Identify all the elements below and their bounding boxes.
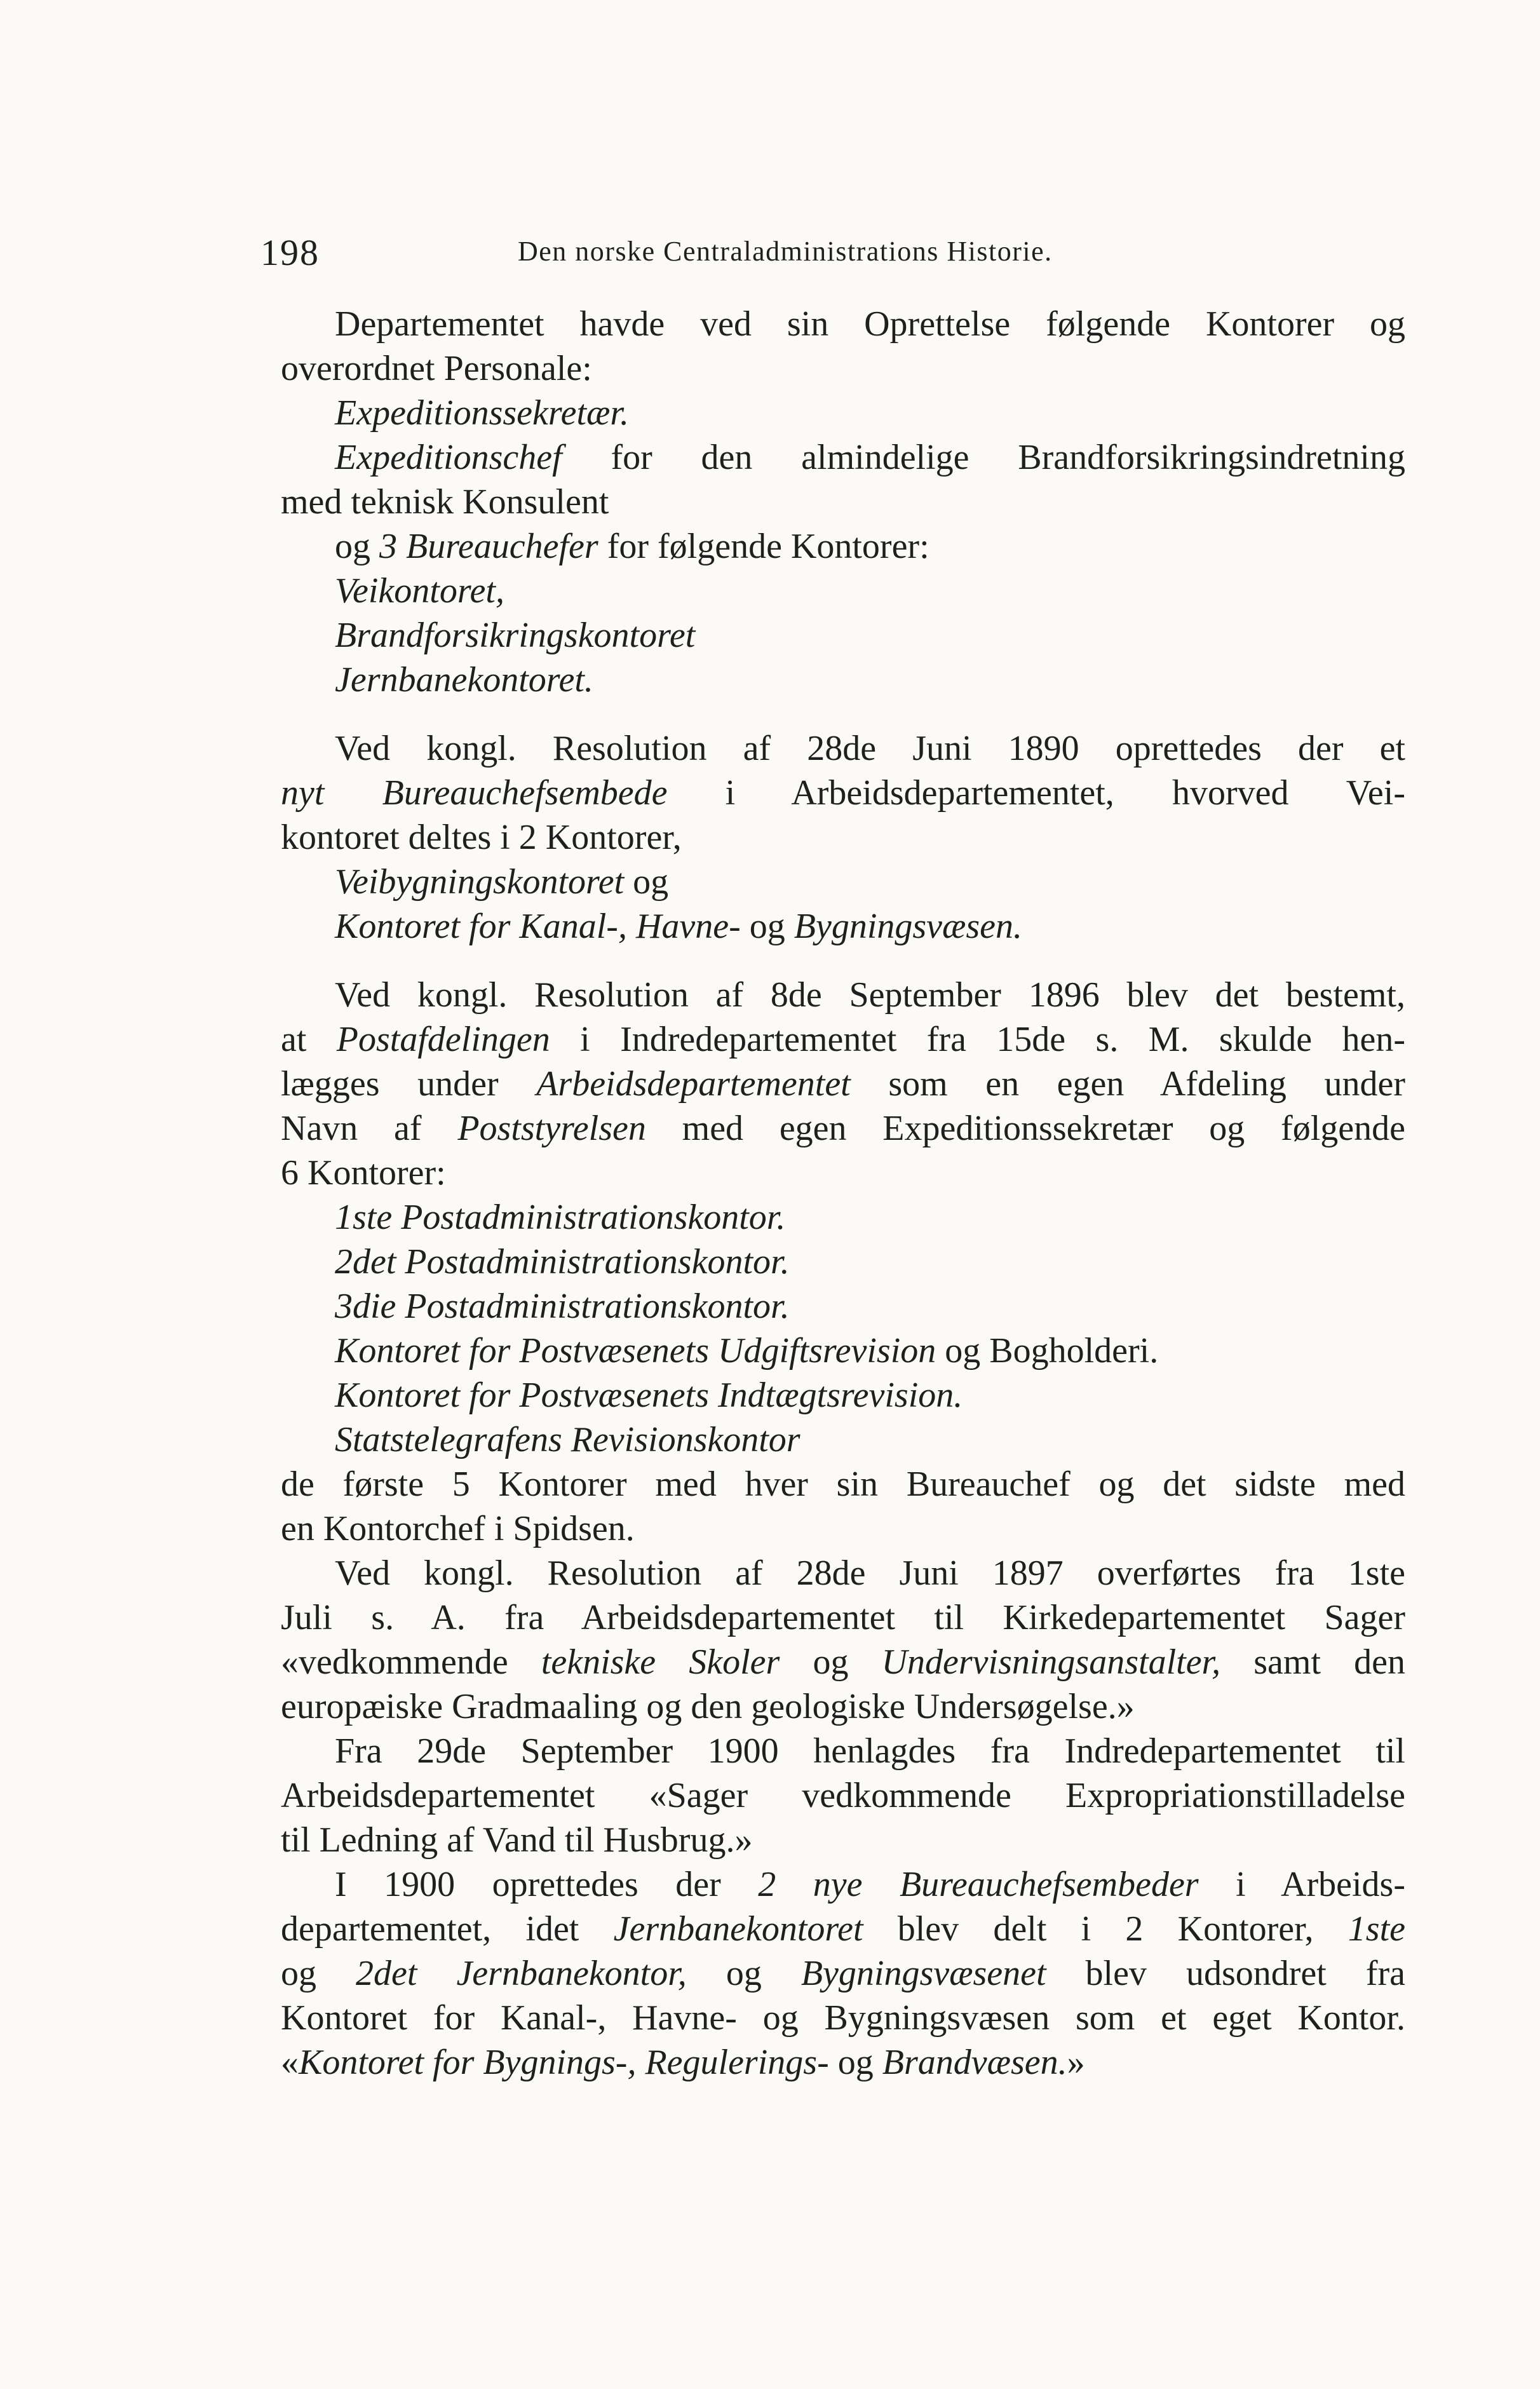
italic-text: nyt Bureauchefsembede (281, 773, 668, 813)
italic-text: 2det Jernbanekontor, (356, 1954, 687, 1993)
italic-text: Postafdelingen (336, 1020, 550, 1059)
text-run: blev udsondret fra (1046, 1954, 1405, 1993)
italic-text: Brandforsikringskontoret (335, 616, 696, 655)
body-text (281, 302, 1405, 2085)
paragraph-line: Departementet havde ved sin Oprettelse følgende Kontorer og (335, 304, 1405, 344)
text-run: i Indredepartementet fra 15de s. M. skulde hen- (550, 1020, 1405, 1059)
text-run: « (281, 2043, 299, 2082)
paragraph-line (281, 1907, 1405, 1951)
italic-text: Kontoret for Kanal-, Havne- (335, 907, 741, 946)
text-run: blev delt i 2 Kontorer, (863, 1909, 1348, 1949)
text-run: og (281, 1954, 356, 1993)
paragraph-line: europæiske Gradmaaling og den geologiske Undersøgelse.» (281, 1687, 1135, 1726)
list-item (281, 1240, 1405, 1284)
paragraph-line: til Ledning af Vand til Husbrug.» (281, 1820, 753, 1860)
italic-text: Jernbanekontoret (613, 1909, 863, 1949)
text-run: og (686, 1954, 801, 1993)
text-run: lægges under (281, 1064, 537, 1104)
paragraph-line: Arbeidsdepartementet «Sager vedkommende Expropriationstilladelse (281, 1776, 1405, 1815)
italic-text: Arbeidsdepartementet (536, 1064, 851, 1104)
list-item (281, 613, 1405, 658)
text-run: I 1900 oprettedes der (335, 1865, 759, 1904)
italic-text: Kontoret for Postvæsenets Indtægtsrevision. (335, 1376, 963, 1415)
paragraph-line (281, 524, 1405, 569)
page-header (260, 229, 1404, 280)
text-run: og (780, 1642, 882, 1682)
paragraph-line: Fra 29de September 1900 henlagdes fra Indredepartementet til (335, 1731, 1405, 1771)
paragraph-line: en Kontorchef i Spidsen. (281, 1509, 635, 1548)
paragraph-line (281, 771, 1405, 815)
running-title: Den norske Centraladministrations Historie. (518, 236, 1053, 267)
italic-text: tekniske Skoler (541, 1642, 780, 1682)
text-run: samt den (1220, 1642, 1406, 1682)
italic-text: 1ste Postadministrationskontor. (335, 1198, 786, 1237)
text-run: for den almindelige Brandforsikringsindretning (562, 438, 1405, 477)
paragraph-line (281, 435, 1405, 480)
italic-text: 1ste (1348, 1909, 1405, 1949)
list-item (281, 1418, 1405, 1462)
text-run: Navn af (281, 1109, 458, 1148)
paragraph-line (281, 1951, 1405, 1996)
italic-text: Veibygningskontoret (335, 862, 625, 902)
text-run: i Arbeids- (1198, 1865, 1405, 1904)
italic-text: 2 nye Bureauchefsembeder (758, 1865, 1199, 1904)
list-item (281, 860, 1405, 904)
text-run: og (335, 527, 379, 566)
italic-text: Kontoret for Bygnings-, Regulerings- (299, 2043, 829, 2082)
text-run: departementet, idet (281, 1909, 614, 1949)
paragraph-line: overordnet Personale: (281, 349, 592, 388)
text-run: og (740, 907, 794, 946)
italic-text: Poststyrelsen (457, 1109, 646, 1148)
text-run: som en egen Afdeling under (850, 1064, 1405, 1104)
italic-text: 3die Postadministrationskontor. (335, 1287, 790, 1326)
list-item (281, 1329, 1405, 1373)
italic-text: Bygningsvæsen. (794, 907, 1023, 946)
paragraph-line: Juli s. A. fra Arbeidsdepartementet til Kirkedepartementet Sager (281, 1598, 1405, 1637)
italic-text: Veikontoret, (335, 571, 504, 611)
paragraph-line (281, 1862, 1405, 1907)
italic-text: Statstelegrafens Revisionskontor (335, 1420, 800, 1459)
paragraph-line: de første 5 Kontorer med hver sin Bureauchef og det sidste med (281, 1465, 1405, 1504)
text-run: «vedkommende (281, 1642, 541, 1682)
text-run: for følgende Kontorer: (598, 527, 929, 566)
italic-text: 2det Postadministrationskontor. (335, 1242, 790, 1282)
italic-text: Undervisningsanstalter, (881, 1642, 1221, 1682)
list-item (281, 658, 1405, 702)
list-item (281, 904, 1405, 949)
text-run: og (828, 2043, 882, 2082)
list-item (281, 1284, 1405, 1329)
page-number: 198 (260, 232, 320, 273)
paragraph-line: kontoret deltes i 2 Kontorer, (281, 818, 682, 857)
list-item (281, 569, 1405, 613)
italic-text: Jernbanekontoret. (335, 660, 593, 700)
italic-text: Expeditionssekretær. (335, 393, 629, 433)
paragraph-line: Ved kongl. Resolution af 28de Juni 1897 overførtes fra 1ste (335, 1553, 1405, 1593)
italic-text: 3 Bureauchefer (379, 527, 598, 566)
list-item (281, 391, 1405, 435)
italic-text: Brandvæsen. (882, 2043, 1067, 2082)
text-run: og (624, 862, 669, 902)
italic-text: Bygningsvæsenet (800, 1954, 1046, 1993)
paragraph-line: 6 Kontorer: (281, 1153, 446, 1193)
list-item (281, 1195, 1405, 1240)
italic-text: Kontoret for Postvæsenets Udgiftsrevision (335, 1331, 936, 1370)
text-run: med egen Expeditionssekretær og følgende (645, 1109, 1405, 1148)
text-run: i Arbeidsdepartementet, hvorved Vei- (667, 773, 1405, 813)
paragraph-line: Ved kongl. Resolution af 28de Juni 1890 oprettedes der et (335, 729, 1405, 768)
paragraph-line (281, 1017, 1405, 1062)
paragraph-line: med teknisk Konsulent (281, 482, 609, 522)
paragraph-line (281, 1106, 1405, 1151)
list-item (281, 1373, 1405, 1418)
text-run: og Bogholderi. (936, 1331, 1159, 1370)
italic-text: Expeditionschef (335, 438, 562, 477)
paragraph-line (281, 2040, 1405, 2085)
paragraph-line: Ved kongl. Resolution af 8de September 1896 blev det bestemt, (335, 975, 1405, 1015)
paragraph-line (281, 1640, 1405, 1684)
paragraph-line (281, 1062, 1405, 1106)
text-run: at (281, 1020, 337, 1059)
text-run: » (1067, 2043, 1085, 2082)
paragraph-line: Kontoret for Kanal-, Havne- og Bygningsvæsen som et eget Kontor. (281, 1998, 1405, 2038)
